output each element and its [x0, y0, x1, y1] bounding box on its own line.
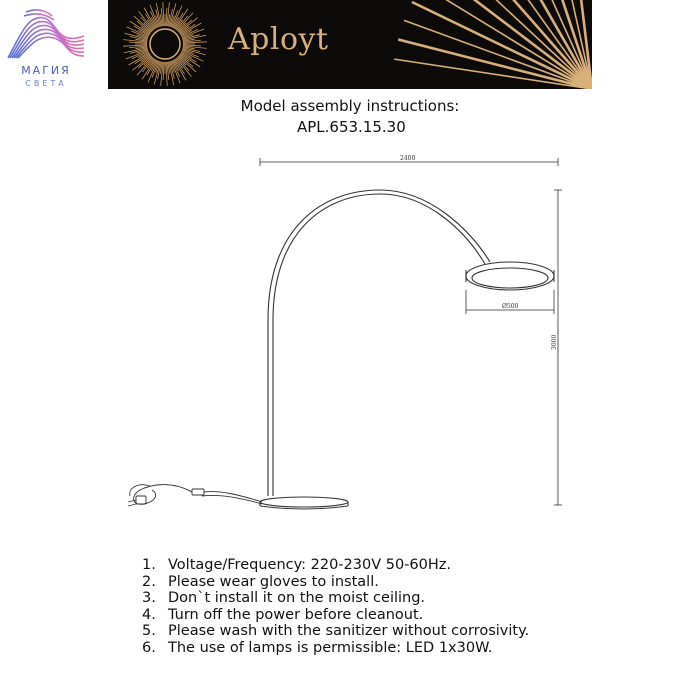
power-cord	[128, 485, 262, 506]
list-item	[142, 607, 529, 624]
height-label: 3000	[551, 334, 558, 350]
diameter-dimension	[466, 290, 554, 314]
sunburst-icon	[108, 0, 592, 89]
list-item	[142, 640, 529, 657]
item-number: 1.	[142, 557, 156, 573]
list-item	[142, 574, 529, 591]
item-number: 2.	[142, 573, 156, 590]
brand-banner	[108, 0, 592, 89]
lamp-base	[260, 497, 348, 509]
list-item	[142, 557, 529, 574]
logo-text-main: МАГИЯ	[21, 64, 71, 77]
instructions-list	[142, 557, 529, 657]
wave-logo-icon	[6, 6, 86, 64]
item-text: Please wash with the sanitizer without corrosivity.	[168, 623, 530, 640]
lamp-drawing	[110, 150, 580, 530]
width-label: 2400	[400, 155, 416, 162]
model-number: APL.653.15.30	[297, 118, 406, 136]
item-text: The use of lamps is permissible: LED 1x30W.	[168, 639, 493, 656]
list-item	[142, 623, 529, 640]
diameter-label: Ø500	[502, 303, 519, 310]
page-title: Model assembly instructions:	[240, 97, 460, 115]
brand-name: Aployt	[228, 22, 329, 57]
item-number: 4.	[142, 606, 156, 623]
item-text: Don`t install it on the moist ceiling.	[168, 590, 426, 607]
item-text: Turn off the power before cleanout.	[168, 606, 424, 623]
item-number: 6.	[142, 639, 156, 656]
brand-logo	[0, 0, 92, 92]
ring-lamp-head	[466, 262, 554, 290]
list-item	[142, 590, 529, 607]
item-text: Please wear gloves to install.	[168, 573, 379, 590]
lamp-arc	[268, 190, 490, 496]
item-number: 5.	[142, 623, 156, 640]
logo-text-sub: СВЕТА	[25, 79, 67, 88]
item-text: Voltage/Frequency: 220-230V 50-60Hz.	[168, 557, 451, 573]
item-number: 3.	[142, 590, 156, 607]
